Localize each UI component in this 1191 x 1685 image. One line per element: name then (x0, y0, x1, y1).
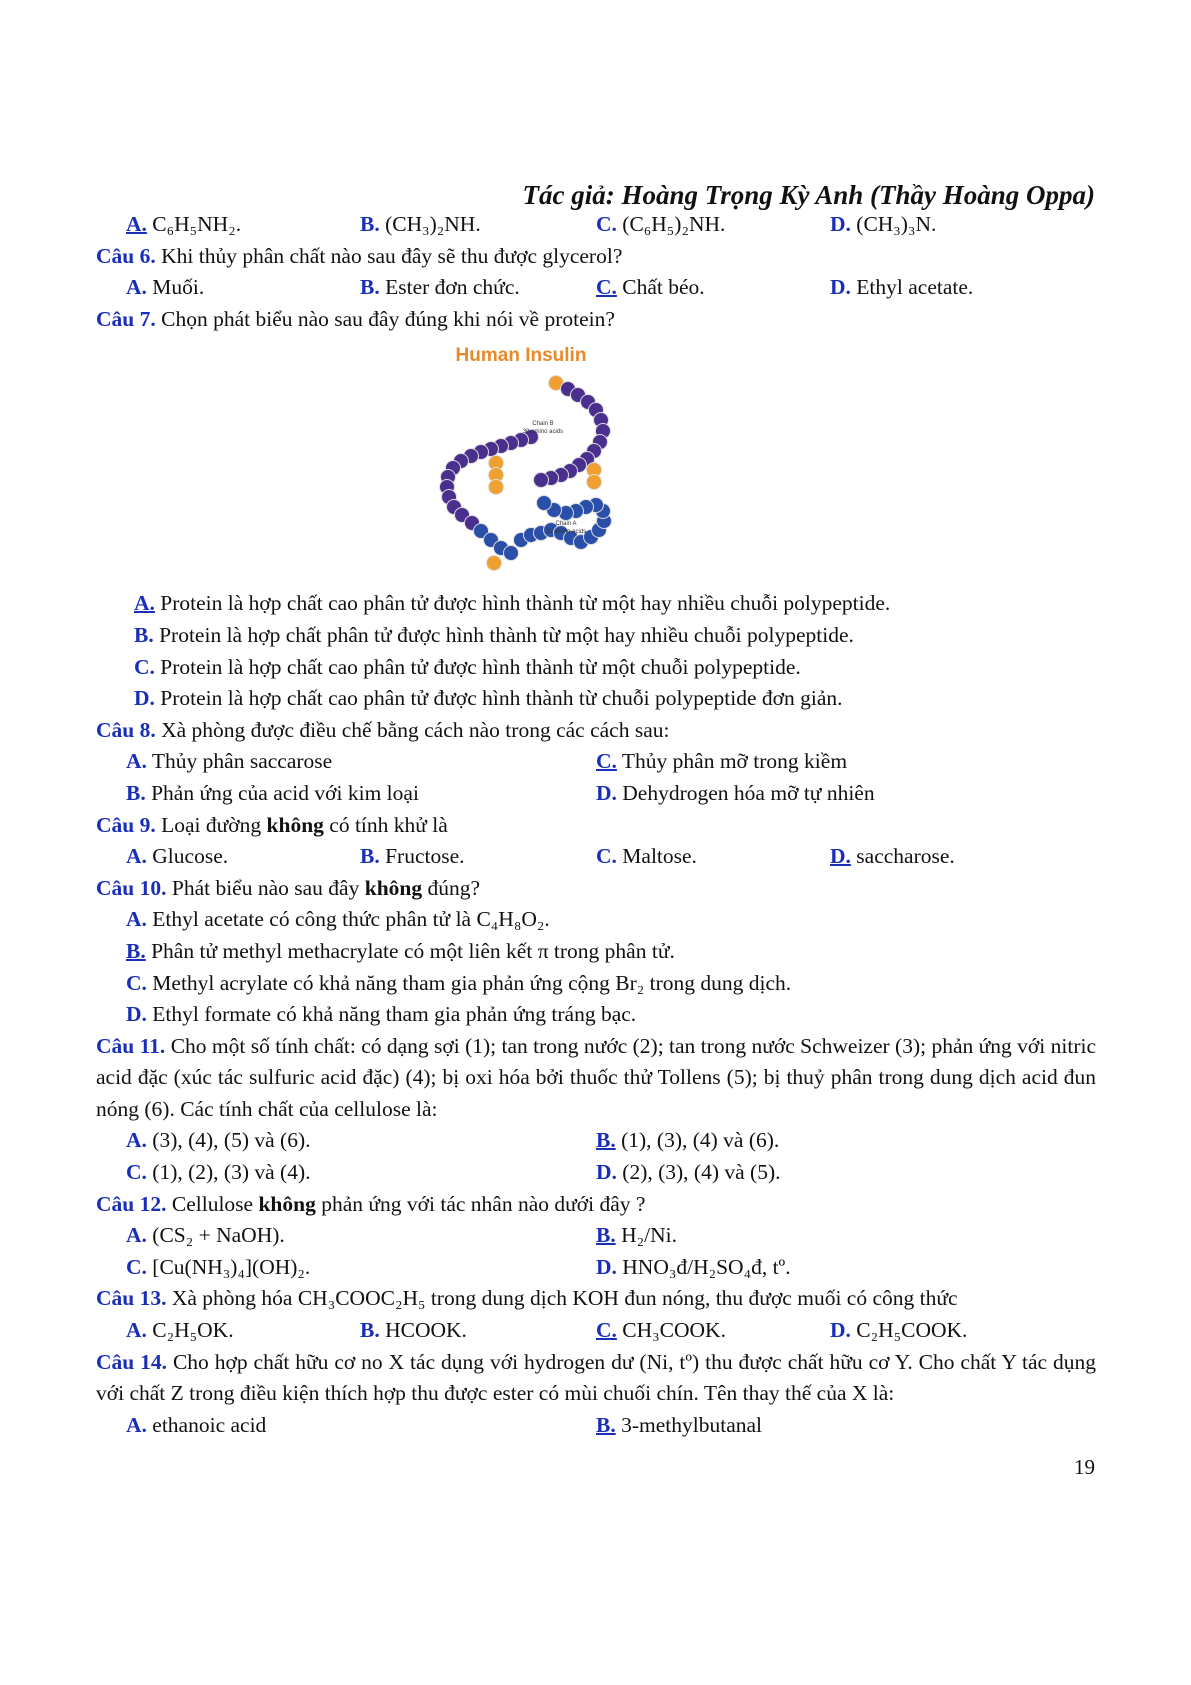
option-label: B. (360, 212, 380, 236)
answer-option[interactable] (830, 272, 973, 304)
options-row (96, 1315, 1096, 1347)
option-text: Ethyl formate có khả năng tham gia phản ứng tráng bạc. (152, 1002, 637, 1027)
chain-end-residue (487, 556, 502, 571)
option-label: A. (126, 907, 147, 932)
question-stem (96, 1189, 1096, 1221)
option-label: B. (596, 1412, 616, 1437)
option-text: Ethyl acetate có công thức phân tử là C₄H₈O₂. (152, 907, 550, 932)
answer-option[interactable] (360, 841, 465, 873)
question-number: Câu 13. (96, 1286, 167, 1311)
answer-option[interactable] (126, 272, 204, 304)
option-label: B. (126, 938, 146, 963)
answer-option[interactable] (126, 1315, 234, 1347)
question-stem (96, 1031, 1096, 1126)
option-label: A. (126, 1412, 147, 1437)
option-text: C₂H₅OK. (152, 1318, 234, 1343)
answer-option[interactable] (360, 209, 481, 241)
option-label: B. (596, 1223, 616, 1248)
options-row (96, 778, 1096, 810)
emphasis-text: không (258, 1191, 316, 1216)
question-number: Câu 8. (96, 717, 156, 742)
option-text: Thủy phân saccarose (151, 749, 333, 774)
answer-option[interactable] (596, 209, 725, 241)
option-label: B. (596, 1128, 616, 1153)
stem-text: Cellulose (166, 1191, 259, 1216)
question-number: Câu 14. (96, 1349, 168, 1374)
chain-b-residue (534, 473, 549, 488)
page-number: 19 (1074, 1455, 1095, 1479)
options-row (96, 652, 1096, 684)
answer-option[interactable] (126, 1410, 266, 1442)
answer-option[interactable] (830, 841, 955, 873)
option-text: Protein là hợp chất cao phân tử được hình thành từ một chuỗi polypeptide. (160, 654, 801, 679)
options-row (96, 1220, 1096, 1252)
answer-option[interactable] (126, 841, 228, 873)
answer-option[interactable] (134, 620, 854, 652)
option-label: A. (126, 275, 147, 300)
option-text: Protein là hợp chất cao phân tử được hình thành từ một hay nhiều chuỗi polypeptide. (160, 591, 891, 616)
option-text: (C₆H₅)₂NH. (622, 212, 726, 236)
answer-option[interactable] (830, 1315, 967, 1347)
answer-option[interactable] (126, 999, 636, 1031)
answer-option[interactable] (596, 272, 705, 304)
chain-label: 30 amino acids (522, 429, 564, 436)
option-label: A. (126, 1318, 147, 1343)
option-label: A. (134, 591, 155, 616)
option-label: C. (126, 1254, 147, 1279)
stem-text: Xà phòng hóa CH₃COOC₂H₅ trong dung dịch KOH đun nóng, thu được muối có công thức (166, 1286, 958, 1311)
options-row (96, 1252, 1096, 1284)
stem-text: Xà phòng được điều chế bằng cách nào trong các cách sau: (155, 717, 670, 742)
answer-option[interactable] (596, 1157, 780, 1189)
option-text: (CH₃)₃N. (856, 212, 937, 236)
options-row (96, 620, 1096, 652)
option-text: [Cu(NH₃)₄](OH)₂. (152, 1254, 311, 1279)
stem-text: đúng? (422, 875, 481, 900)
answer-option[interactable] (126, 209, 241, 241)
options-row (96, 904, 1096, 936)
option-label: D. (596, 780, 617, 805)
stem-text: Khi thủy phân chất nào sau đây sẽ thu được glycerol? (155, 243, 623, 268)
option-label: D. (126, 1002, 147, 1027)
options-row (96, 588, 1096, 620)
answer-option[interactable] (126, 1220, 285, 1252)
option-label: C. (596, 749, 617, 774)
stem-text: Loại đường (155, 812, 267, 837)
options-row (96, 746, 1096, 778)
option-text: (2), (3), (4) và (5). (622, 1160, 781, 1185)
stem-text: có tính khử là (323, 812, 448, 837)
question-stem (96, 873, 1096, 905)
option-label: D. (830, 275, 851, 300)
option-label: B. (126, 780, 146, 805)
options-row (96, 1125, 1096, 1157)
question-content (96, 209, 1096, 1441)
option-label: B. (360, 275, 380, 300)
answer-option[interactable] (596, 1220, 677, 1252)
answer-option[interactable] (830, 209, 936, 241)
option-label: D. (596, 1254, 617, 1279)
option-text: 3-methylbutanal (621, 1412, 762, 1437)
option-text: C₂H₅COOK. (856, 1318, 968, 1343)
answer-option[interactable] (134, 683, 843, 715)
stem-text: phản ứng với tác nhân nào dưới đây ? (315, 1191, 646, 1216)
option-label: C. (596, 212, 617, 236)
option-label: C. (126, 1160, 147, 1185)
chain-label: Chain B (532, 421, 554, 428)
option-text: Phản ứng của acid với kim loại (151, 780, 419, 805)
option-text: Dehydrogen hóa mỡ tự nhiên (622, 780, 875, 805)
author-header: Tác giả: Hoàng Trọng Kỳ Anh (Thầy Hoàng Oppa) (522, 180, 1095, 210)
option-text: (1), (3), (4) và (6). (621, 1128, 780, 1153)
options-row (96, 1410, 1096, 1442)
options-row (96, 209, 1096, 241)
answer-option[interactable] (360, 272, 520, 304)
question-stem (96, 715, 1096, 747)
figure-title: Human Insulin (455, 345, 587, 367)
option-text: ethanoic acid (152, 1412, 267, 1437)
option-text: Muối. (152, 275, 205, 300)
question-number: Câu 12. (96, 1191, 167, 1216)
disulfide-bond (489, 480, 504, 495)
answer-option[interactable] (360, 1315, 467, 1347)
question-stem (96, 304, 1096, 336)
question-stem (96, 810, 1096, 842)
stem-text: Chọn phát biểu nào sau đây đúng khi nói về protein? (155, 306, 615, 331)
option-text: C₆H₅NH₂. (152, 212, 242, 236)
option-text: Protein là hợp chất cao phân tử được hình thành từ chuỗi polypeptide đơn giản. (160, 686, 843, 711)
options-row (96, 272, 1096, 304)
option-text: Ethyl acetate. (856, 275, 974, 300)
option-text: HCOOK. (385, 1318, 467, 1343)
stem-text: Cho hợp chất hữu cơ no X tác dụng với hydrogen dư (Ni, tº) thu được chất hữu cơ Y. Cho chất Y tác dụng với chất Z trong điều kiện thích hợp thu được ester có mùi chuối chín. Tên thay thế của X là: (96, 1349, 1097, 1406)
answer-option[interactable] (126, 936, 675, 968)
option-label: A. (126, 1128, 147, 1153)
option-label: D. (596, 1160, 617, 1185)
option-label: D. (830, 1318, 851, 1343)
answer-option[interactable] (126, 1157, 310, 1189)
option-text: Glucose. (152, 844, 229, 869)
option-text: CH₃COOK. (622, 1318, 726, 1343)
option-label: B. (360, 1318, 380, 1343)
option-text: Ester đơn chức. (385, 275, 520, 300)
question-number: Câu 11. (96, 1033, 166, 1058)
question-stem (96, 241, 1096, 273)
insulin-diagram (96, 335, 1096, 588)
option-text: (1), (2), (3) và (4). (152, 1160, 311, 1185)
answer-option[interactable] (126, 1252, 310, 1284)
answer-option[interactable] (134, 652, 801, 684)
option-text: (CH₃)₂NH. (385, 212, 481, 236)
question-number: Câu 10. (96, 875, 167, 900)
option-label: A. (126, 844, 147, 869)
option-text: Fructose. (385, 844, 465, 869)
option-text: H₂/Ni. (621, 1223, 677, 1248)
options-row (96, 841, 1096, 873)
answer-option[interactable] (596, 778, 875, 810)
option-text: saccharose. (856, 844, 955, 869)
disulfide-bond (587, 475, 602, 490)
emphasis-text: không (266, 812, 324, 837)
answer-option[interactable] (126, 746, 332, 778)
answer-option[interactable] (596, 841, 697, 873)
option-label: C. (596, 1318, 617, 1343)
option-label: B. (360, 844, 380, 869)
option-text: (CS₂ + NaOH). (152, 1223, 285, 1248)
answer-option[interactable] (134, 588, 890, 620)
answer-option[interactable] (126, 904, 550, 936)
question-stem (96, 1283, 1096, 1315)
question-number: Câu 9. (96, 812, 156, 837)
chain-a-residue (537, 496, 552, 511)
option-label: D. (830, 844, 851, 869)
option-label: A. (126, 212, 147, 236)
chain-a-residue (504, 546, 519, 561)
option-label: B. (134, 622, 154, 647)
option-text: HNO₃đ/H₂SO₄đ, tº. (622, 1254, 791, 1279)
option-text: Chất béo. (622, 275, 705, 300)
answer-option[interactable] (126, 1125, 310, 1157)
answer-option[interactable] (596, 746, 847, 778)
answer-option[interactable] (126, 778, 419, 810)
option-label: D. (830, 212, 851, 236)
insulin-figure (96, 335, 1096, 588)
chain-label: Chain A (555, 521, 577, 528)
question-stem (96, 1347, 1096, 1410)
options-row (96, 968, 1096, 1000)
stem-text: Cho một số tính chất: có dạng sợi (1); tan trong nước (2); tan trong nước Schweizer (3); phản ứng với nitric acid đặc (xúc tác sulfuric acid đặc) (4); bị oxi hóa bởi thuốc thử Tollens (5); bị thuỷ phân trong dung dịch acid đun nóng (6). Các tính chất của cellulose là: (96, 1033, 1096, 1121)
answer-option[interactable] (596, 1252, 791, 1284)
option-label: C. (126, 970, 147, 995)
option-label: A. (126, 1223, 147, 1248)
options-row (96, 936, 1096, 968)
option-text: Protein là hợp chất phân tử được hình thành từ một hay nhiều chuỗi polypeptide. (159, 622, 854, 647)
option-label: C. (134, 654, 155, 679)
options-row (96, 999, 1096, 1031)
question-number: Câu 6. (96, 243, 156, 268)
options-row (96, 1157, 1096, 1189)
answer-option[interactable] (596, 1315, 726, 1347)
option-label: A. (126, 749, 147, 774)
option-text: Thủy phân mỡ trong kiềm (621, 749, 848, 774)
option-label: C. (596, 844, 617, 869)
chain-label: 21 amino acids (545, 529, 587, 536)
option-text: Phân tử methyl methacrylate có một liên kết π trong phân tử. (151, 938, 675, 963)
option-label: C. (596, 275, 617, 300)
option-text: (3), (4), (5) và (6). (152, 1128, 311, 1153)
option-label: D. (134, 686, 155, 711)
option-text: Maltose. (622, 844, 697, 869)
answer-option[interactable] (126, 968, 791, 1000)
options-row (96, 683, 1096, 715)
emphasis-text: không (364, 875, 423, 900)
option-text: Methyl acrylate có khả năng tham gia phản ứng cộng Br₂ trong dung dịch. (152, 970, 792, 995)
answer-option[interactable] (596, 1410, 762, 1442)
answer-option[interactable] (596, 1125, 779, 1157)
stem-text: Phát biểu nào sau đây (166, 875, 365, 900)
question-number: Câu 7. (96, 306, 156, 331)
